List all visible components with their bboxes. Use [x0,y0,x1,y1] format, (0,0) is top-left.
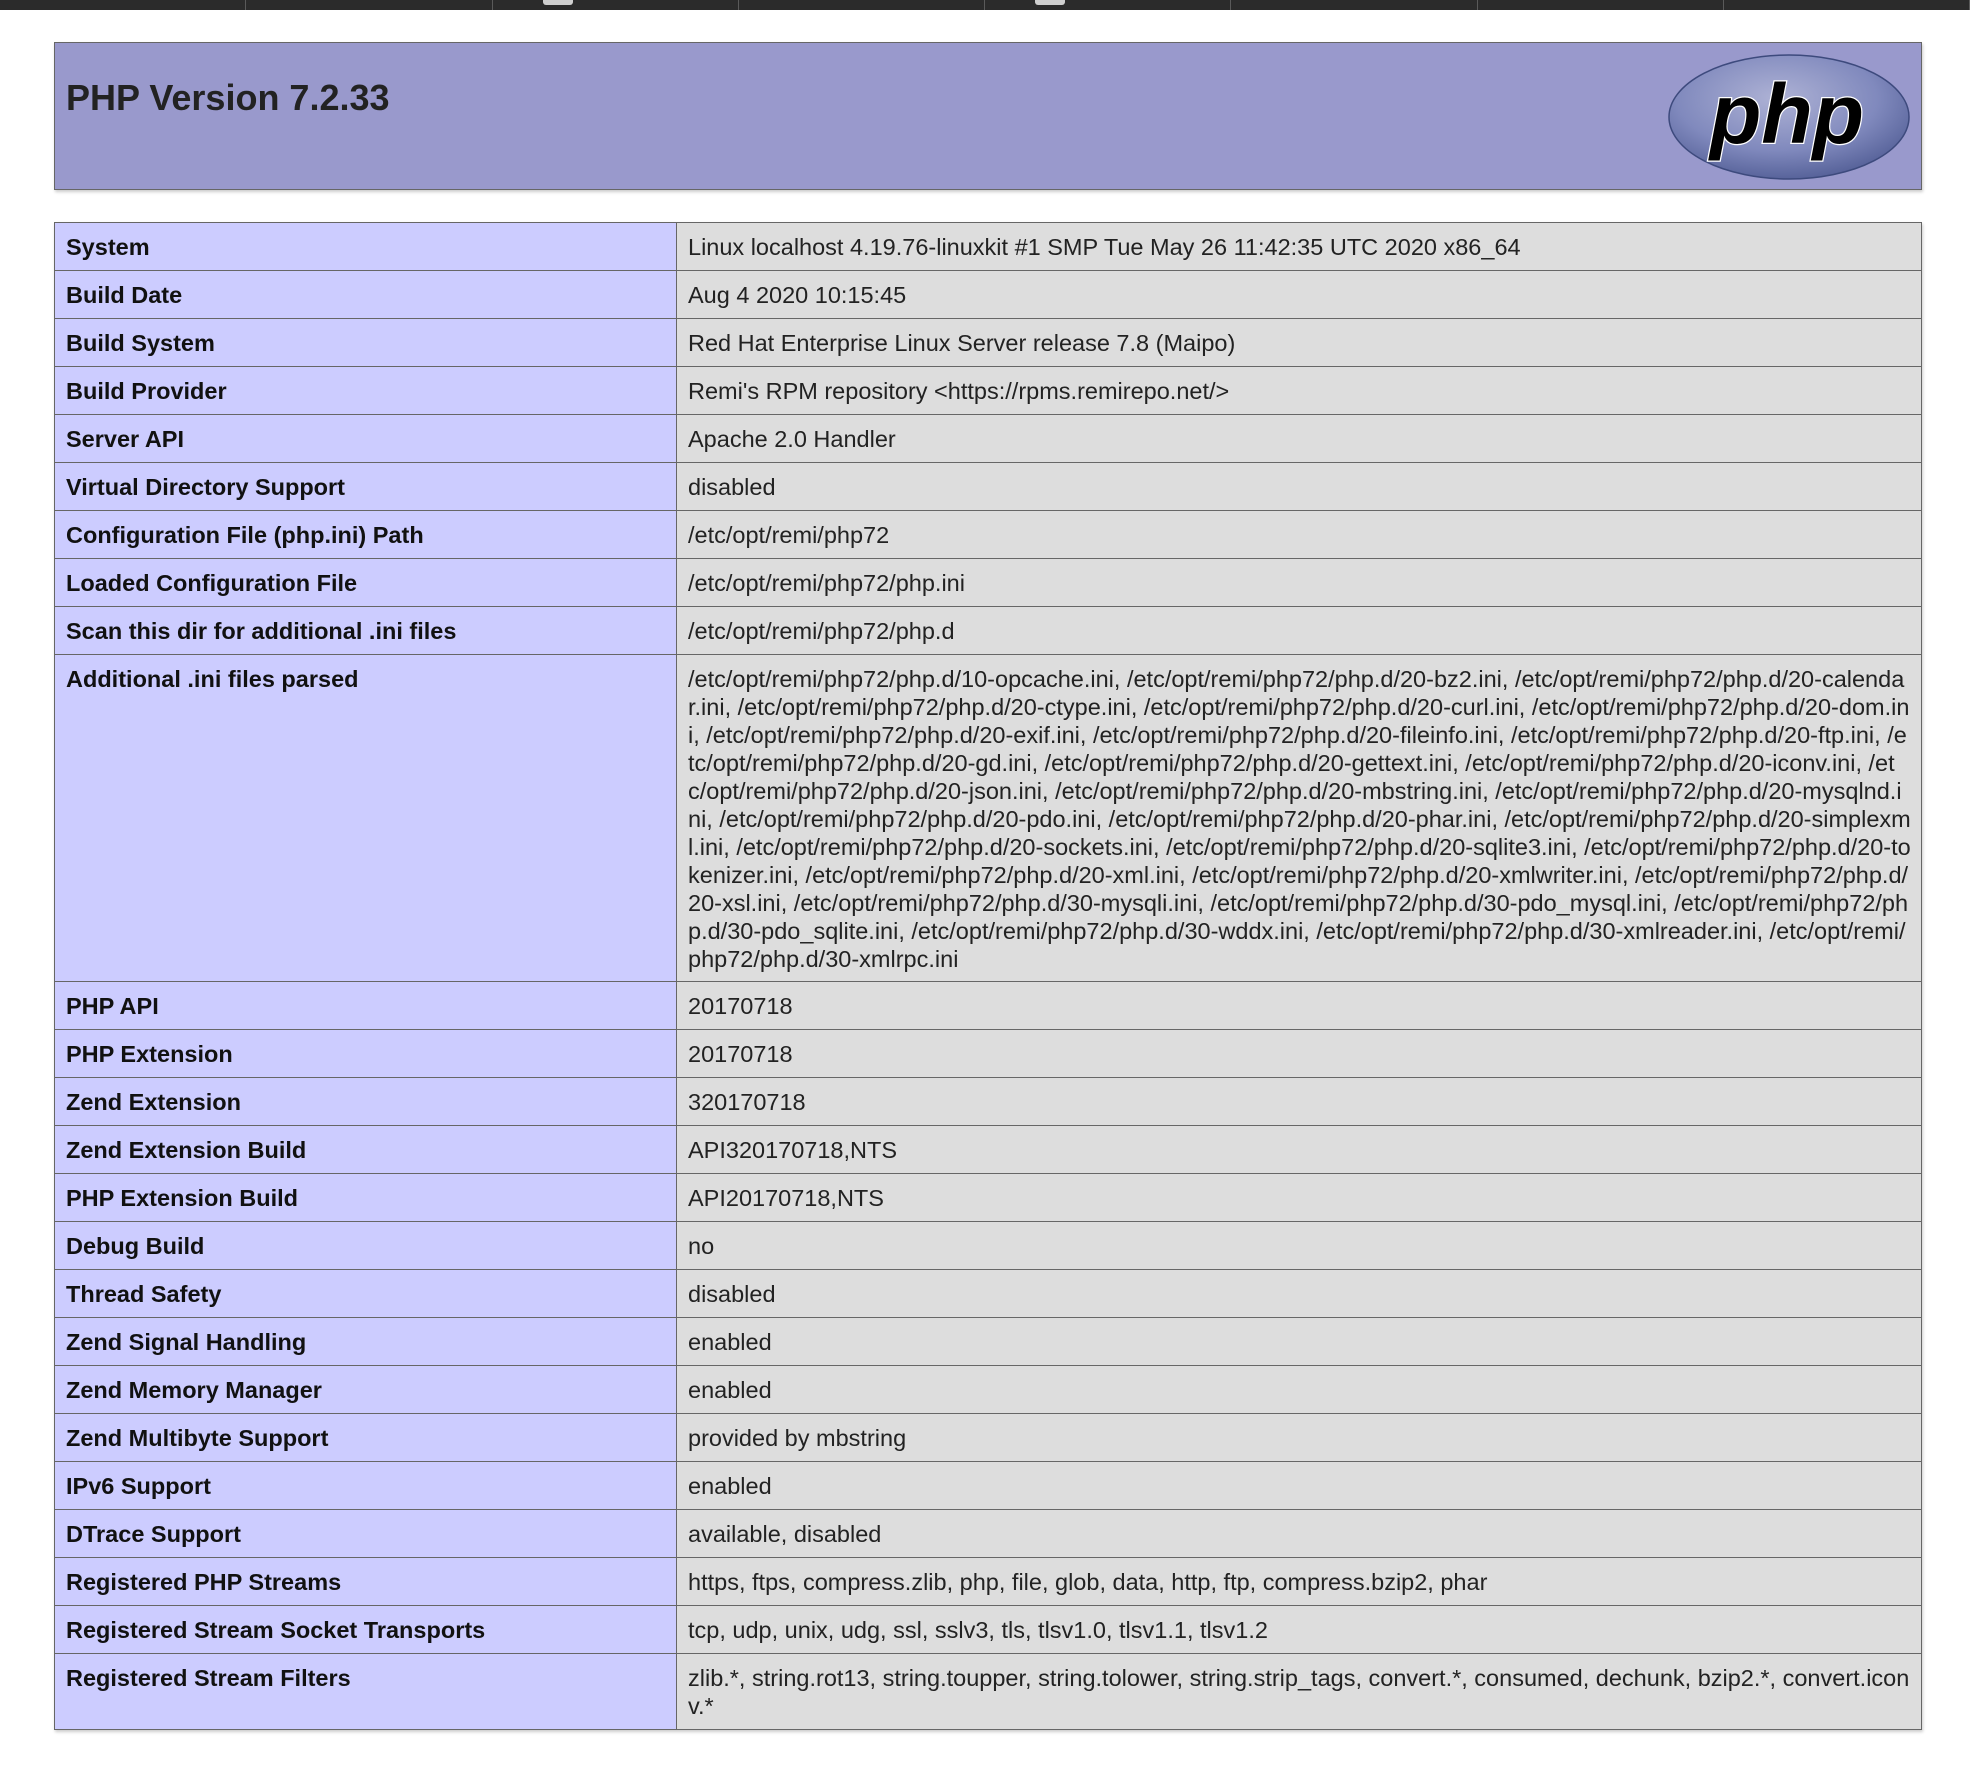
row-key: Zend Memory Manager [55,1366,677,1414]
row-value: enabled [677,1366,1922,1414]
row-key: Server API [55,415,677,463]
row-value: API20170718,NTS [677,1174,1922,1222]
row-key: Scan this dir for additional .ini files [55,607,677,655]
row-key: Loaded Configuration File [55,559,677,607]
tab-favicon-icon [543,0,573,5]
table-row [55,1510,1922,1558]
table-row [55,1654,1922,1730]
table-row [55,607,1922,655]
table-row [55,1174,1922,1222]
row-key: Registered Stream Socket Transports [55,1606,677,1654]
browser-tab-strip [0,0,1970,10]
row-key: Virtual Directory Support [55,463,677,511]
browser-tab[interactable] [739,0,985,10]
row-key: Registered Stream Filters [55,1654,677,1730]
row-value: enabled [677,1318,1922,1366]
table-row [55,319,1922,367]
row-value: API320170718,NTS [677,1126,1922,1174]
row-key: Additional .ini files parsed [55,655,677,982]
php-logo-text: php [1710,67,1864,161]
row-key: Zend Signal Handling [55,1318,677,1366]
browser-tab[interactable] [246,0,492,10]
row-key: Zend Extension Build [55,1126,677,1174]
table-row [55,655,1922,982]
row-value: Remi's RPM repository <https://rpms.remirepo.net/> [677,367,1922,415]
table-row [55,1030,1922,1078]
table-row [55,1558,1922,1606]
table-row [55,1462,1922,1510]
row-key: Thread Safety [55,1270,677,1318]
row-value: disabled [677,463,1922,511]
row-value: enabled [677,1462,1922,1510]
version-header [54,42,1922,190]
row-key: IPv6 Support [55,1462,677,1510]
row-key: PHP API [55,982,677,1030]
table-row [55,1270,1922,1318]
row-key: Registered PHP Streams [55,1558,677,1606]
row-key: Build Provider [55,367,677,415]
row-value: 320170718 [677,1078,1922,1126]
table-row [55,1414,1922,1462]
row-key: PHP Extension [55,1030,677,1078]
table-row [55,1078,1922,1126]
row-value: Apache 2.0 Handler [677,415,1922,463]
table-row [55,1606,1922,1654]
browser-tab[interactable] [493,0,739,10]
row-key: Zend Multibyte Support [55,1414,677,1462]
row-value: Linux localhost 4.19.76-linuxkit #1 SMP Tue May 26 11:42:35 UTC 2020 x86_64 [677,223,1922,271]
row-value: /etc/opt/remi/php72/php.d [677,607,1922,655]
php-info-table [54,222,1922,1730]
row-value: disabled [677,1270,1922,1318]
page-title: PHP Version 7.2.33 [66,77,390,118]
browser-tab[interactable] [985,0,1231,10]
browser-tab[interactable] [1478,0,1724,10]
table-row [55,223,1922,271]
browser-tab[interactable] [0,0,246,10]
table-row [55,1222,1922,1270]
row-key: Build Date [55,271,677,319]
row-key: PHP Extension Build [55,1174,677,1222]
table-row [55,1126,1922,1174]
row-key: Build System [55,319,677,367]
phpinfo-page [54,42,1922,1730]
row-key: DTrace Support [55,1510,677,1558]
php-logo-icon[interactable] [1667,53,1911,181]
browser-tab[interactable] [1724,0,1970,10]
row-value: /etc/opt/remi/php72 [677,511,1922,559]
table-row [55,982,1922,1030]
table-row [55,1366,1922,1414]
table-row [55,463,1922,511]
row-value: 20170718 [677,982,1922,1030]
row-key: Zend Extension [55,1078,677,1126]
row-value: https, ftps, compress.zlib, php, file, glob, data, http, ftp, compress.bzip2, phar [677,1558,1922,1606]
row-value: /etc/opt/remi/php72/php.ini [677,559,1922,607]
row-value: Aug 4 2020 10:15:45 [677,271,1922,319]
table-row [55,511,1922,559]
table-row [55,367,1922,415]
row-key: Configuration File (php.ini) Path [55,511,677,559]
row-value: no [677,1222,1922,1270]
row-key: Debug Build [55,1222,677,1270]
browser-tab[interactable] [1231,0,1477,10]
table-row [55,271,1922,319]
row-key: System [55,223,677,271]
row-value: zlib.*, string.rot13, string.toupper, string.tolower, string.strip_tags, convert.*, consumed, dechunk, bzip2.*, convert.iconv.* [677,1654,1922,1730]
table-row [55,1318,1922,1366]
row-value: available, disabled [677,1510,1922,1558]
table-row [55,415,1922,463]
row-value: provided by mbstring [677,1414,1922,1462]
row-value: Red Hat Enterprise Linux Server release 7.8 (Maipo) [677,319,1922,367]
row-value: tcp, udp, unix, udg, ssl, sslv3, tls, tlsv1.0, tlsv1.1, tlsv1.2 [677,1606,1922,1654]
table-row [55,559,1922,607]
row-value: 20170718 [677,1030,1922,1078]
row-value: /etc/opt/remi/php72/php.d/10-opcache.ini, /etc/opt/remi/php72/php.d/20-bz2.ini, /etc/opt/remi/php72/php.d/20-calendar.ini, /etc/opt/remi/php72/php.d/20-ctype.ini, /etc/opt/remi/php72/php.d/20-curl.ini, /etc/opt/remi/php72/php.d/20-dom.ini, /etc/opt/remi/php72/php.d/20-exif.ini, /etc/opt/remi/php72/php.d/20-fileinfo.ini, /etc/opt/remi/php72/php.d/20-ftp.ini, /etc/opt/remi/php72/php.d/20-gd.ini, /etc/opt/remi/php72/php.d/20-gettext.ini, /etc/opt/remi/php72/php.d/20-iconv.ini, /etc/opt/remi/php72/php.d/20-json.ini, /etc/opt/remi/php72/php.d/20-mbstring.ini, /etc/opt/remi/php72/php.d/20-mysqlnd.ini, /etc/opt/remi/php72/php.d/20-pdo.ini, /etc/opt/remi/php72/php.d/20-phar.ini, /etc/opt/remi/php72/php.d/20-simplexml.ini, /etc/opt/remi/php72/php.d/20-sockets.ini, /etc/opt/remi/php72/php.d/20-sqlite3.ini, /etc/opt/remi/php72/php.d/20-tokenizer.ini, /etc/opt/remi/php72/php.d/20-xml.ini, /etc/opt/remi/php72/php.d/20-xmlwriter.ini, /etc/opt/remi/php72/php.d/20-xsl.ini, /etc/opt/remi/php72/php.d/30-mysqli.ini, /etc/opt/remi/php72/php.d/30-pdo_mysql.ini, /etc/opt/remi/php72/php.d/30-pdo_sqlite.ini, /etc/opt/remi/php72/php.d/30-wddx.ini, /etc/opt/remi/php72/php.d/30-xmlreader.ini, /etc/opt/remi/php72/php.d/30-xmlrpc.ini [677,655,1922,982]
tab-favicon-icon [1035,0,1065,5]
